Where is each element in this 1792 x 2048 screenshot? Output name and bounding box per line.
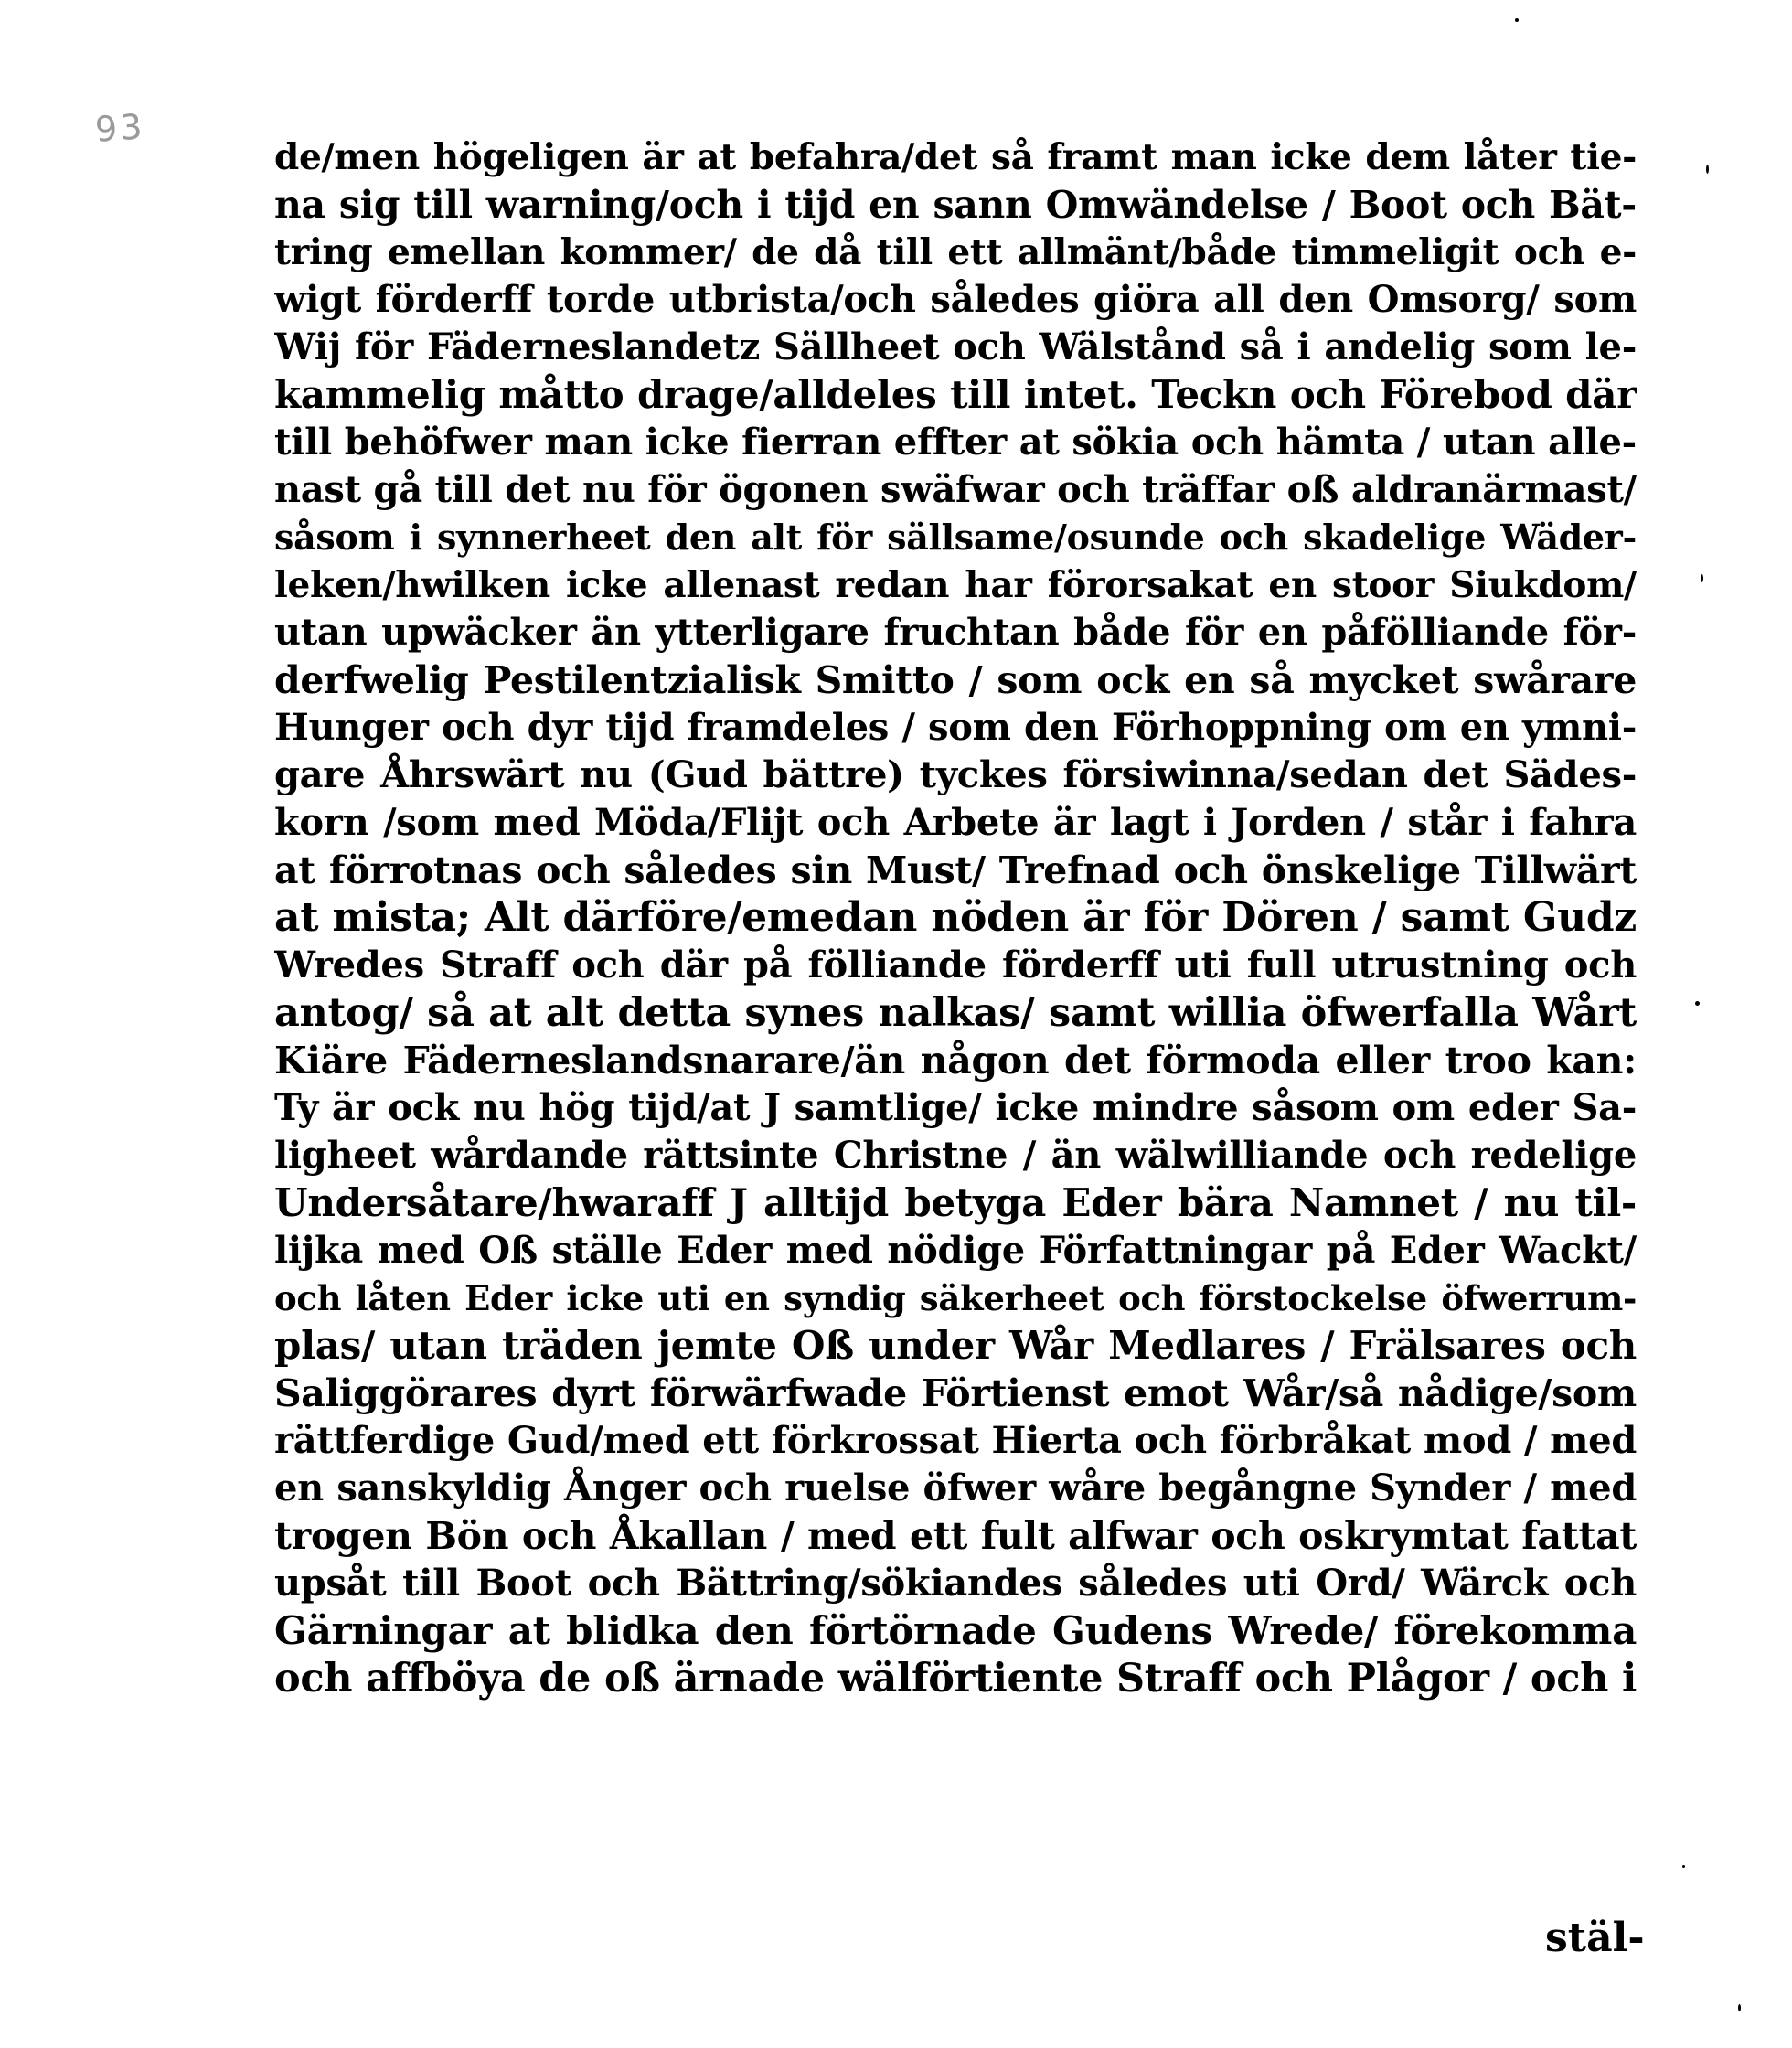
page-speck bbox=[1515, 18, 1519, 22]
text-line: at förrotnas och således sin Must/ Trefnad och önskelige Tillwärt bbox=[274, 848, 1637, 892]
text-line: utan upwäcker än ytterligare fruchtan både för en påfölliande för- bbox=[274, 611, 1637, 654]
text-line: nast gå till det nu för ögonen swäfwar och träffar oß aldranärmast/ bbox=[274, 468, 1637, 511]
text-line: Ty är ock nu hög tijd/at J samtlige/ icke mindre såsom om eder Sa- bbox=[274, 1086, 1637, 1129]
text-line: upsåt till Boot och Bättring/sökiandes således uti Ord/ Wärck och bbox=[274, 1562, 1637, 1605]
text-line: kammelig måtto drage/alldeles till intet. Teckn och Förebod där bbox=[274, 372, 1637, 417]
text-line: plas/ utan träden jemte Oß under Wår Medlares / Frälsares och bbox=[274, 1323, 1637, 1368]
page-speck bbox=[1695, 1001, 1700, 1006]
text-line: tring emellan kommer/ de då till ett allmänt/både timmeligit och e- bbox=[274, 231, 1637, 273]
catchword: stäl- bbox=[1545, 1915, 1645, 1961]
text-line: korn /som med Möda/Flijt och Arbete är lagt i Jorden / står i fahra bbox=[274, 801, 1637, 844]
text-line: derfwelig Pestilentzialisk Smitto / som ock en så mycket swårare bbox=[274, 658, 1637, 702]
text-line: rättferdige Gud/med ett förkrossat Hierta och förbråkat mod / med bbox=[274, 1419, 1637, 1462]
body-text bbox=[274, 133, 1637, 1702]
margin-annotation: 93 bbox=[93, 106, 146, 150]
text-line: at mista; Alt därföre/emedan nöden är för Dören / samt Gudz bbox=[274, 894, 1637, 941]
text-line: Hunger och dyr tijd framdeles / som den Förhoppning om en ymni- bbox=[274, 706, 1637, 749]
text-line: såsom i synnerheet den alt för sällsame/osunde och skadelige Wäder- bbox=[274, 517, 1637, 558]
text-line: lijka med Oß ställe Eder med nödige Författningar på Eder Wackt/ bbox=[274, 1229, 1637, 1272]
text-line: antog/ så at alt detta synes nalkas/ samt willia öfwerfalla Wårt bbox=[274, 990, 1637, 1036]
text-line: och låten Eder icke uti en syndig säkerheet och förstockelse öfwerrum- bbox=[274, 1278, 1637, 1318]
text-line: gare Åhrswärt nu (Gud bättre) tyckes försiwinna/sedan det Sädes- bbox=[274, 753, 1637, 796]
page-speck bbox=[1706, 165, 1709, 174]
text-line: trogen Bön och Åkallan / med ett fult alfwar och oskrymtat fattat bbox=[274, 1514, 1637, 1558]
text-line: de/men högeligen är at befahra/det så framt man icke dem låter tie- bbox=[274, 136, 1637, 178]
text-line: Saliggörares dyrt förwärfwade Förtienst emot Wår/så nådige/som bbox=[274, 1371, 1637, 1415]
text-line: och affböya de oß ärnade wälförtiente Straff och Plågor / och i bbox=[274, 1656, 1637, 1701]
page-speck bbox=[1682, 1865, 1685, 1868]
text-line: Undersåtare/hwaraff J alltijd betyga Eder bära Namnet / nu til- bbox=[274, 1180, 1637, 1225]
page-speck bbox=[1738, 2004, 1741, 2011]
text-line: Wij för Fäderneslandetz Sällheet och Wälstånd så i andelig som le- bbox=[274, 325, 1637, 368]
text-line: Kiäre Fäderneslandsnarare/än någon det förmoda eller troo kan: bbox=[274, 1039, 1637, 1083]
text-line: Gärningar at blidka den förtörnade Gudens Wrede/ förekomma bbox=[274, 1608, 1637, 1653]
text-line: na sig till warning/och i tijd en sann Omwändelse / Boot och Bät- bbox=[274, 183, 1637, 227]
text-line: wigt förderff torde utbrista/och således giöra all den Omsorg/ som bbox=[274, 278, 1637, 321]
text-line: till behöfwer man icke fierran effter at sökia och hämta / utan alle- bbox=[274, 421, 1637, 464]
text-line: Wredes Straff och där på fölliande förderff uti full utrustning och bbox=[274, 944, 1637, 987]
text-line: en sanskyldig Ånger och ruelse öfwer wåre begångne Synder / med bbox=[274, 1467, 1637, 1509]
page-speck bbox=[1701, 574, 1703, 582]
text-line: leken/hwilken icke allenast redan har förorsakat en stoor Siukdom/ bbox=[274, 564, 1637, 606]
text-line: ligheet wårdande rättsinte Christne / än wälwilliande och redelige bbox=[274, 1134, 1637, 1177]
